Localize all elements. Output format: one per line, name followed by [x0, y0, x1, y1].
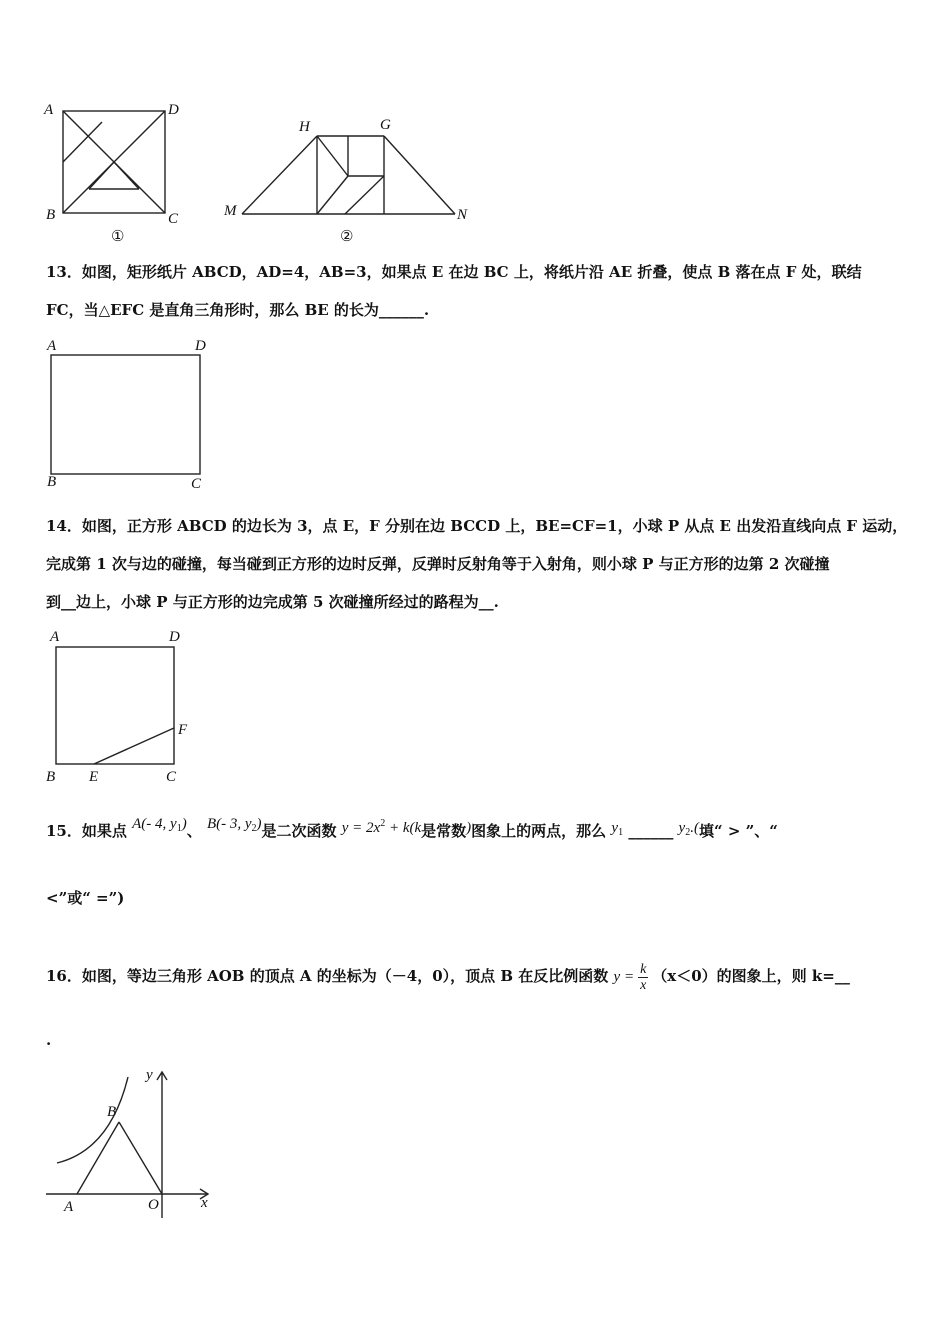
q14-label-C: C [166, 769, 177, 785]
label-M: M [224, 203, 237, 219]
label-B: B [46, 207, 56, 223]
q14-text-line1: 14．如图，正方形 ABCD 的边长为 3，点 E，F 分别在边 BCCD 上，BE=CF=1，小球 P 从点 E 出发沿直线向点 F 运动， [46, 517, 908, 535]
q16-prefix: 16．如图，等边三角形 AOB 的顶点 A 的坐标为（－4，0），顶点 B 在反比例函数 [46, 967, 609, 985]
q16-suffix: （x＜0）的图象上，则 k=__ [652, 967, 850, 985]
q15-paren: ) [466, 820, 472, 836]
figure-caption-2: ② [340, 227, 354, 245]
q15-function: $y = 2x^2 + k(k$ [341, 818, 422, 836]
q13-label-B: B [47, 474, 57, 490]
q14-text-line2: 完成第 1 次与边的碰撞，每当碰到正方形的边时反弹，反弹时反射角等于入射角，则小球 P 与正方形的边第 2 次碰撞 [46, 555, 830, 573]
label-C: C [168, 211, 179, 227]
q14-label-B: B [46, 769, 56, 785]
q16-label-O: O [148, 1197, 159, 1213]
q14-label-E: E [89, 769, 99, 785]
q16-text-line2: . [46, 1031, 52, 1049]
q15-fill: 填“ > ”、“ [698, 822, 778, 840]
q15-y1: $y_1$ [611, 820, 624, 838]
q15-mid3: 图象上的两点，那么 [471, 822, 607, 840]
q14-label-D: D [169, 629, 180, 645]
q15-y2: $y_2$.( [678, 820, 699, 838]
q16-label-y: y [146, 1067, 153, 1083]
q15-prefix: 15．如果点 [46, 822, 127, 840]
q13-label-A: A [47, 338, 57, 354]
label-N: N [457, 207, 468, 223]
label-D: D [168, 102, 179, 118]
q16-label-A: A [64, 1199, 74, 1215]
q15-text-line2: <”或“ =”) [46, 889, 125, 907]
label-H: H [299, 119, 310, 135]
q14-text-line3: 到__边上，小球 P 与正方形的边完成第 5 次碰撞所经过的路程为__. [46, 593, 499, 611]
q15-point-a: A(- 4, $y_1$) [132, 816, 187, 834]
q15-blank: ______ [628, 822, 674, 840]
q13-label-C: C [191, 476, 202, 492]
q16-func-lhs: y = [613, 969, 635, 985]
q15-mid1: 是二次函数 [261, 822, 337, 840]
q13-text-line1: 13．如图，矩形纸片 ABCD，AD=4，AB=3，如果点 E 在边 BC 上，将纸片沿 AE 折叠，使点 B 落在点 F 处，联结 [46, 263, 862, 281]
label-G: G [380, 117, 391, 133]
q14-label-A: A [50, 629, 60, 645]
q15-sep: 、 [186, 822, 202, 840]
label-A: A [44, 102, 54, 118]
q15-point-b: B(- 3, $y_2$) [206, 816, 262, 834]
q14-label-F: F [178, 722, 188, 738]
figure-caption-1: ① [111, 227, 125, 245]
q16-label-x: x [201, 1195, 208, 1211]
q16-label-B: B [107, 1104, 117, 1120]
q15-mid2: 是常数 [421, 822, 467, 840]
q13-label-D: D [195, 338, 206, 354]
q16-fraction: $\frac{k}{x}$ [640, 961, 647, 993]
q13-text-line2: FC，当△EFC 是直角三角形时，那么 BE 的长为______. [46, 301, 430, 319]
